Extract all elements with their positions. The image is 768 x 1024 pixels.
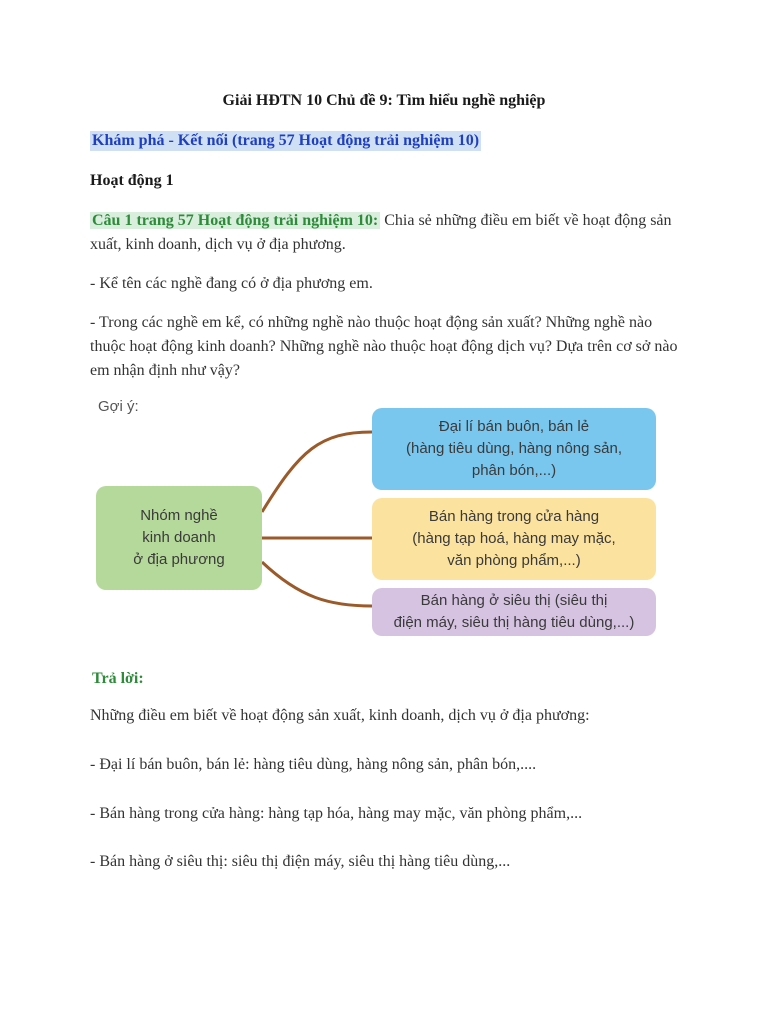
connector-line	[262, 432, 372, 512]
activity-heading: Hoạt động 1	[90, 172, 174, 189]
answer-intro: Những điều em biết về hoạt động sản xuất, kinh doanh, dịch vụ ở địa phương:	[90, 707, 590, 724]
box-line: Bán hàng trong cửa hàng	[428, 508, 600, 525]
center-box-line: ở địa phương	[133, 551, 225, 568]
question-text: Chia sẻ những điều em biết về hoạt động sản xuất, kinh doanh, dịch vụ ở địa phương.	[90, 212, 672, 253]
hint-label: Gợi ý:	[98, 398, 139, 415]
section-heading: Khám phá - Kết nối (trang 57 Hoạt động trải nghiệm 10)	[92, 132, 480, 149]
question-label: Câu 1 trang 57 Hoạt động trải nghiệm 10:	[92, 212, 379, 229]
answer-label: Trả lời:	[92, 670, 144, 687]
wholesale-retail-box	[372, 408, 656, 490]
box-line: văn phòng phẩm,...)	[447, 552, 581, 569]
box-line: Bán hàng ở siêu thị (siêu thị	[420, 592, 608, 609]
center-box-line: kinh doanh	[142, 529, 216, 546]
bullet-list-item: - Trong các nghề em kể, có những nghề nào thuộc hoạt động sản xuất? Những nghề nào thuộc hoạt động kinh doanh? Những nghề nào thuộc hoạt động dịch vụ? Dựa trên cơ sở nào em nhận định như vậy?	[90, 314, 678, 379]
center-box-line: Nhóm nghề	[140, 507, 218, 524]
center-box	[96, 486, 262, 590]
answer-item: - Bán hàng ở siêu thị: siêu thị điện máy, siêu thị hàng tiêu dùng,...	[90, 853, 511, 870]
box-line: điện máy, siêu thị hàng tiêu dùng,...)	[393, 614, 635, 631]
answer-item: - Đại lí bán buôn, bán lẻ: hàng tiêu dùng, hàng nông sản, phân bón,....	[90, 756, 537, 773]
connector-line	[262, 562, 372, 606]
store-sales-box	[372, 498, 656, 580]
page-title: Giải HĐTN 10 Chủ đề 9: Tìm hiểu nghề nghiệp	[222, 92, 546, 109]
answer-item: - Bán hàng trong cửa hàng: hàng tạp hóa, hàng may mặc, văn phòng phẩm,...	[90, 805, 583, 822]
box-line: (hàng tạp hoá, hàng may mặc,	[412, 530, 616, 547]
box-line: phân bón,...)	[471, 462, 557, 479]
box-line: Đại lí bán buôn, bán lẻ	[438, 418, 590, 435]
box-line: (hàng tiêu dùng, hàng nông sản,	[405, 440, 622, 457]
supermarket-box	[372, 588, 656, 636]
bullet-list-item: - Kể tên các nghề đang có ở địa phương em.	[90, 275, 373, 292]
